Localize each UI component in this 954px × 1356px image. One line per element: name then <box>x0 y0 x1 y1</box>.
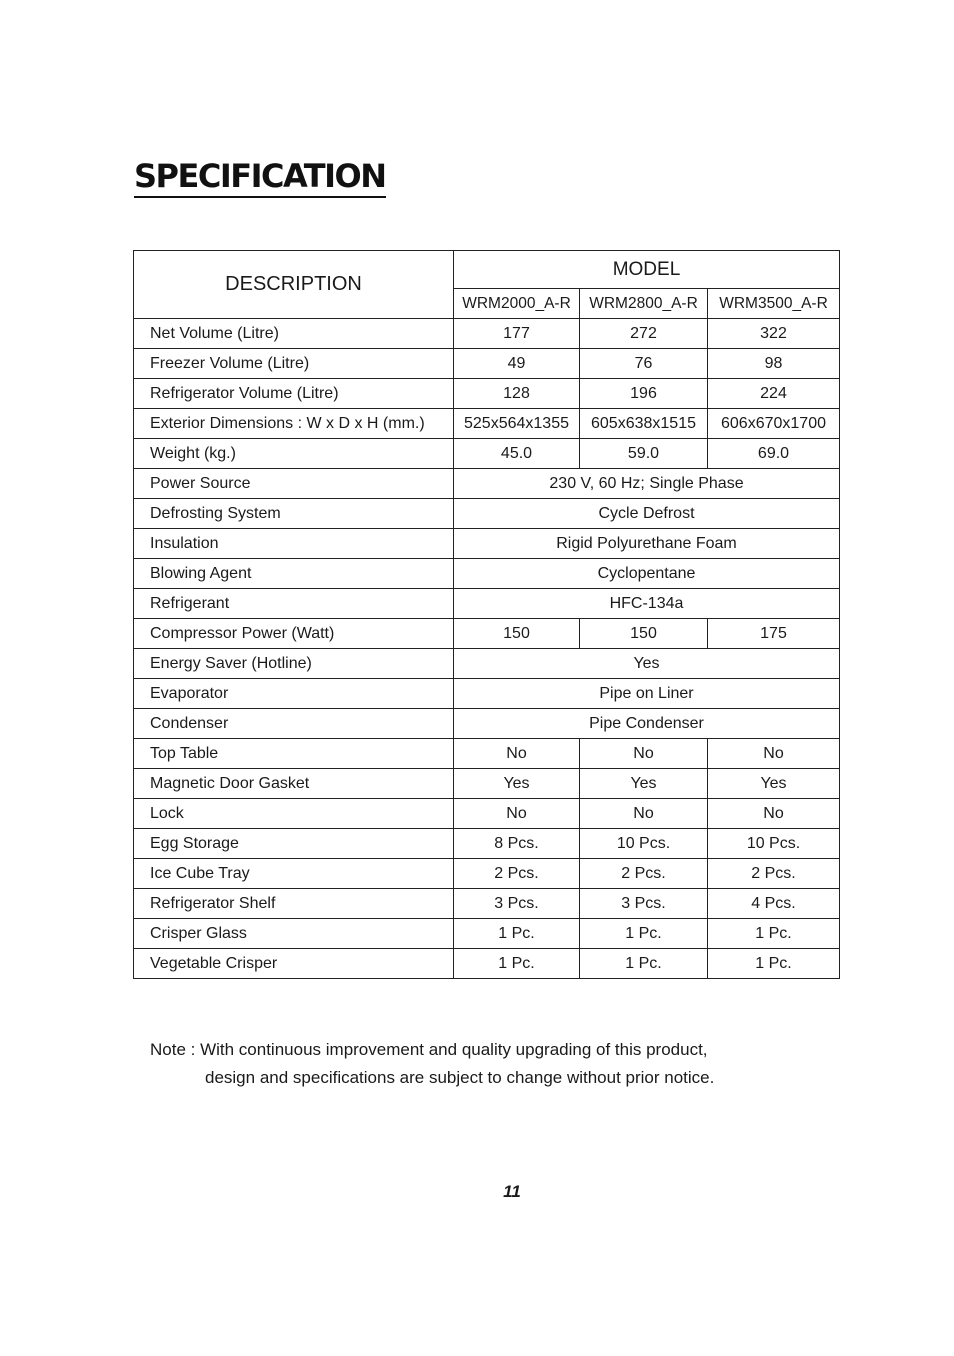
row-value: 272 <box>580 319 708 349</box>
row-value: Pipe on Liner <box>454 679 840 709</box>
row-label: Refrigerator Volume (Litre) <box>134 379 454 409</box>
row-label: Net Volume (Litre) <box>134 319 454 349</box>
row-value: 196 <box>580 379 708 409</box>
table-row <box>134 799 840 829</box>
row-label: Ice Cube Tray <box>134 859 454 889</box>
row-value: 128 <box>454 379 580 409</box>
row-label: Egg Storage <box>134 829 454 859</box>
table-row <box>134 619 840 649</box>
table-row <box>134 319 840 349</box>
row-value: 150 <box>454 619 580 649</box>
row-label: Condenser <box>134 709 454 739</box>
row-value: Yes <box>454 769 580 799</box>
table-row <box>134 409 840 439</box>
specification-table <box>133 250 840 979</box>
row-value: 224 <box>708 379 840 409</box>
row-label: Blowing Agent <box>134 559 454 589</box>
table-row <box>134 559 840 589</box>
row-label: Power Source <box>134 469 454 499</box>
page-title: SPECIFICATION <box>134 156 386 198</box>
row-value: 8 Pcs. <box>454 829 580 859</box>
row-value: 45.0 <box>454 439 580 469</box>
row-label: Exterior Dimensions : W x D x H (mm.) <box>134 409 454 439</box>
table-row <box>134 769 840 799</box>
row-value: Yes <box>708 769 840 799</box>
model-header: MODEL <box>454 251 840 289</box>
table-row <box>134 439 840 469</box>
row-value: Rigid Polyurethane Foam <box>454 529 840 559</box>
row-label: Evaporator <box>134 679 454 709</box>
row-value: 98 <box>708 349 840 379</box>
table-row <box>134 349 840 379</box>
row-value: No <box>580 799 708 829</box>
note <box>150 1036 714 1092</box>
table-row <box>134 889 840 919</box>
row-label: Weight (kg.) <box>134 439 454 469</box>
row-value: No <box>580 739 708 769</box>
row-value: No <box>708 799 840 829</box>
note-line: Note : With continuous improvement and quality upgrading of this product, <box>150 1040 708 1059</box>
row-value: 49 <box>454 349 580 379</box>
row-value: 175 <box>708 619 840 649</box>
row-value: 150 <box>580 619 708 649</box>
row-value: 177 <box>454 319 580 349</box>
row-value: 1 Pc. <box>454 919 580 949</box>
row-value: 1 Pc. <box>708 949 840 979</box>
row-value: 76 <box>580 349 708 379</box>
table-row <box>134 919 840 949</box>
row-value: 605x638x1515 <box>580 409 708 439</box>
row-value: 230 V, 60 Hz; Single Phase <box>454 469 840 499</box>
row-value: 59.0 <box>580 439 708 469</box>
row-label: Crisper Glass <box>134 919 454 949</box>
row-label: Top Table <box>134 739 454 769</box>
page-number: 11 <box>503 1182 521 1201</box>
table-row <box>134 379 840 409</box>
row-label: Insulation <box>134 529 454 559</box>
row-value: Yes <box>454 649 840 679</box>
row-value: 3 Pcs. <box>580 889 708 919</box>
table-row <box>134 529 840 559</box>
row-value: 10 Pcs. <box>580 829 708 859</box>
row-value: Cycle Defrost <box>454 499 840 529</box>
row-value: No <box>454 799 580 829</box>
row-label: Compressor Power (Watt) <box>134 619 454 649</box>
table-row <box>134 649 840 679</box>
row-label: Magnetic Door Gasket <box>134 769 454 799</box>
table-row <box>134 829 840 859</box>
row-value: 10 Pcs. <box>708 829 840 859</box>
row-value: 322 <box>708 319 840 349</box>
row-value: No <box>454 739 580 769</box>
row-value: Cyclopentane <box>454 559 840 589</box>
specification-rows <box>134 319 840 979</box>
row-value: HFC-134a <box>454 589 840 619</box>
row-value: 2 Pcs. <box>708 859 840 889</box>
row-value: 1 Pc. <box>580 919 708 949</box>
table-row <box>134 739 840 769</box>
note-line: design and specifications are subject to change without prior notice. <box>205 1068 715 1087</box>
row-value: No <box>708 739 840 769</box>
row-label: Energy Saver (Hotline) <box>134 649 454 679</box>
row-value: 2 Pcs. <box>454 859 580 889</box>
row-value: 1 Pc. <box>454 949 580 979</box>
table-row <box>134 949 840 979</box>
row-label: Refrigerant <box>134 589 454 619</box>
table-row <box>134 469 840 499</box>
model-name: WRM2000_A-R <box>454 289 580 319</box>
table-row <box>134 589 840 619</box>
row-value: Pipe Condenser <box>454 709 840 739</box>
row-label: Refrigerator Shelf <box>134 889 454 919</box>
description-header: DESCRIPTION <box>134 251 454 319</box>
row-label: Lock <box>134 799 454 829</box>
row-value: 1 Pc. <box>708 919 840 949</box>
table-row <box>134 679 840 709</box>
row-value: 606x670x1700 <box>708 409 840 439</box>
row-value: 69.0 <box>708 439 840 469</box>
table-row <box>134 499 840 529</box>
row-value: 3 Pcs. <box>454 889 580 919</box>
row-value: 2 Pcs. <box>580 859 708 889</box>
row-value: 525x564x1355 <box>454 409 580 439</box>
row-value: 1 Pc. <box>580 949 708 979</box>
row-label: Freezer Volume (Litre) <box>134 349 454 379</box>
row-label: Defrosting System <box>134 499 454 529</box>
model-name: WRM2800_A-R <box>580 289 708 319</box>
row-value: 4 Pcs. <box>708 889 840 919</box>
table-row <box>134 709 840 739</box>
table-row <box>134 859 840 889</box>
model-name: WRM3500_A-R <box>708 289 840 319</box>
row-label: Vegetable Crisper <box>134 949 454 979</box>
row-value: Yes <box>580 769 708 799</box>
